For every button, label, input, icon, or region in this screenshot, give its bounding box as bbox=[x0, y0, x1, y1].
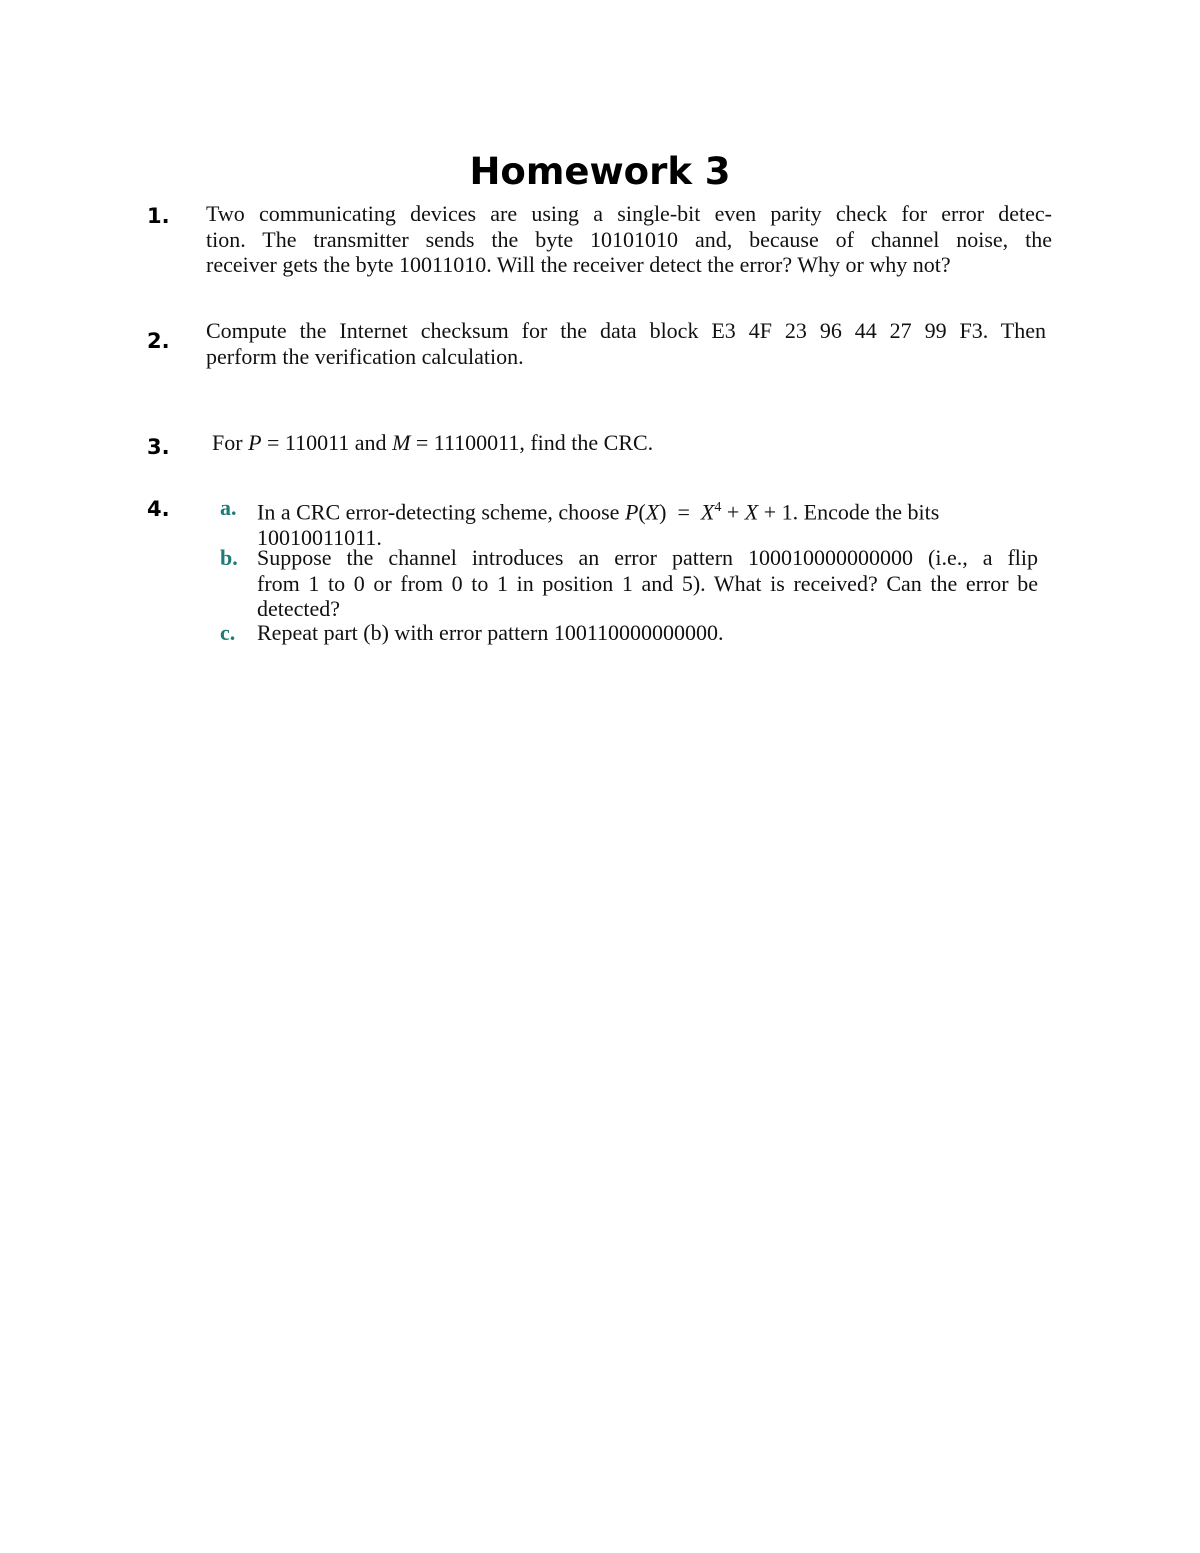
question-3-text bbox=[212, 430, 653, 456]
variable-x: X bbox=[700, 499, 715, 525]
question-2-number: 2. bbox=[147, 329, 170, 353]
question-1-line-3: receiver gets the byte 10011010. Will the receiver detect the error? Why or why not? bbox=[206, 252, 951, 277]
part-c-text bbox=[257, 620, 1038, 646]
question-2-text bbox=[206, 318, 1046, 369]
part-c-marker: c. bbox=[220, 620, 236, 645]
question-1-text bbox=[206, 201, 1052, 278]
part-b-line-3: detected? bbox=[257, 596, 341, 621]
part-a-line-2: 10010011011. bbox=[257, 524, 382, 550]
variable-x: X bbox=[645, 499, 660, 525]
variable-m: M bbox=[392, 430, 411, 455]
part-a-text-part: + 1. Encode the bits bbox=[758, 499, 940, 525]
question-3-text-part: = 110011 and bbox=[261, 430, 393, 455]
question-4-number: 4. bbox=[147, 497, 170, 521]
question-1-number: 1. bbox=[147, 204, 170, 228]
question-2-line-1: Compute the Internet checksum for the data block E3 4F 23 96 44 27 99 F3. Then bbox=[206, 318, 1046, 343]
part-c-line-1: Repeat part (b) with error pattern 100110000000000. bbox=[257, 620, 724, 645]
part-a-text-part: In a CRC error-detecting scheme, choose bbox=[257, 499, 625, 525]
variable-p: P bbox=[248, 430, 262, 455]
exponent: 4 bbox=[714, 500, 722, 515]
question-3-text-part: = 11100011, find the CRC. bbox=[410, 430, 654, 455]
part-a-text-part: ) = bbox=[659, 499, 701, 525]
part-a-text-part: + bbox=[721, 499, 745, 525]
part-b-line-2: from 1 to 0 or from 0 to 1 in position 1 and 5). What is received? Can the error be bbox=[257, 570, 1038, 596]
variable-p: P bbox=[624, 499, 639, 525]
question-3-text-part: For bbox=[212, 430, 249, 455]
part-b-line-1: Suppose the channel introduces an error pattern 100010000000000 (i.e., a flip bbox=[257, 545, 1038, 570]
part-a-text-part: ( bbox=[638, 499, 646, 525]
question-2-line-2: perform the verification calculation. bbox=[206, 343, 524, 369]
question-3-number: 3. bbox=[147, 435, 170, 459]
question-1-line-2: tion. The transmitter sends the byte 10101010 and, because of channel noise, the bbox=[206, 226, 1052, 252]
question-1-line-1: Two communicating devices are using a single-bit even parity check for error detec- bbox=[206, 201, 1052, 226]
part-b-text bbox=[257, 545, 1038, 622]
part-a-marker: a. bbox=[220, 495, 237, 520]
part-a-text bbox=[257, 495, 1039, 550]
variable-x: X bbox=[744, 499, 759, 525]
page-title: Homework 3 bbox=[469, 150, 731, 193]
part-b-marker: b. bbox=[220, 545, 238, 570]
